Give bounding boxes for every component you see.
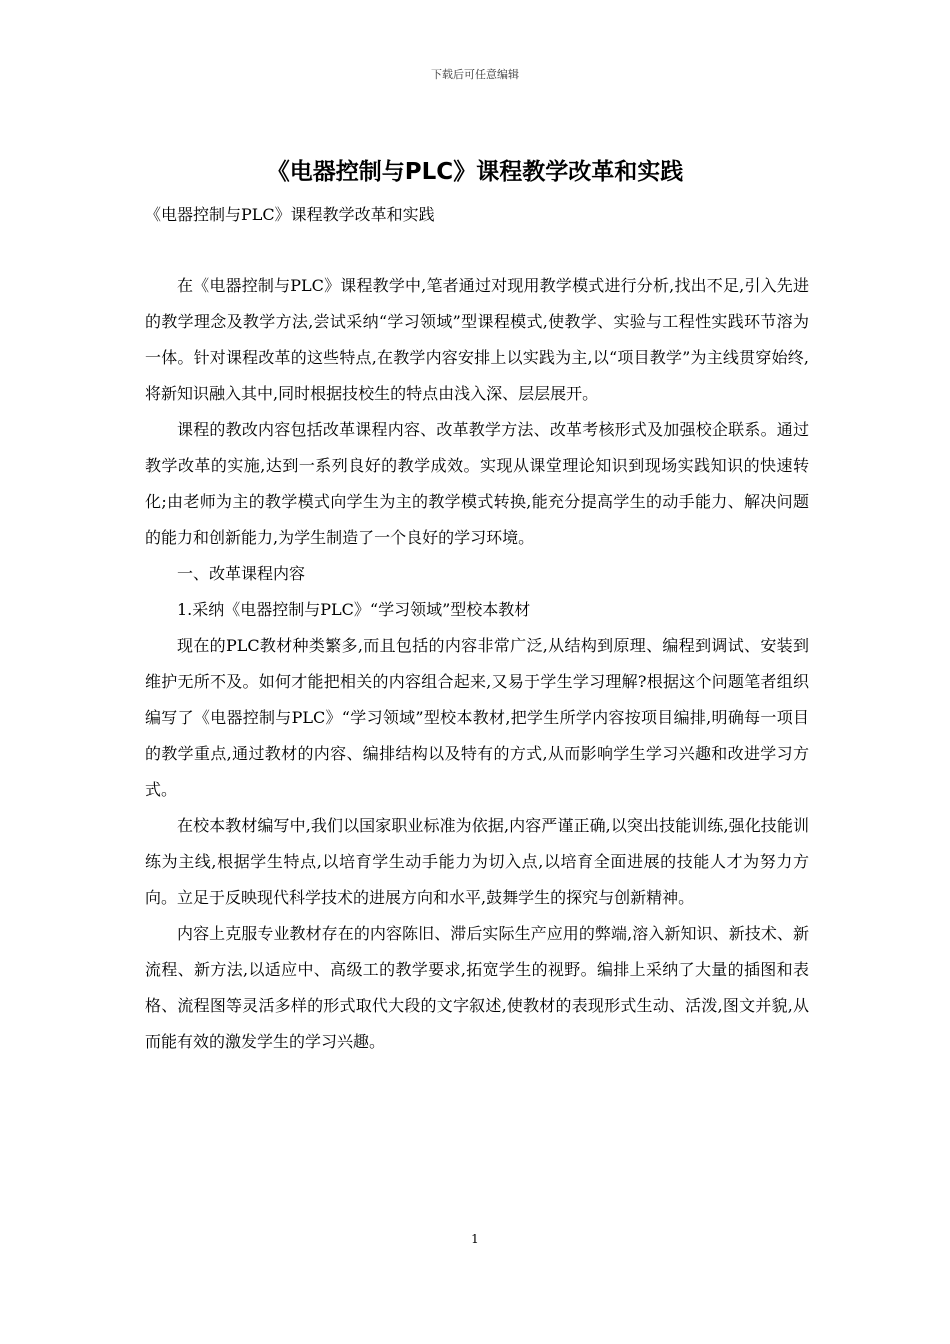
paragraph: 在《电器控制与PLC》课程教学中,笔者通过对现用教学模式进行分析,找出不足,引入先进的教学理念及教学方法,尝试采纳“学习领域”型课程模式,使教学、实验与工程性实践环节溶为一体。针对课程改革的这些特点,在教学内容安排上以实践为主,以“项目教学”为主线贯穿始终,将新知识融入其中,同时根据技校生的特点由浅入深、层层展开。 (145, 276, 809, 403)
paragraph: 现在的PLC教材种类繁多,而且包括的内容非常广泛,从结构到原理、编程到调试、安装到维护无所不及。如何才能把相关的内容组合起来,又易于学生学习理解?根据这个问题笔者组织编写了《电器控制与PLC》“学习领域”型校本教材,把学生所学内容按项目编排,明确每一项目的教学重点,通过教材的内容、编排结构以及特有的方式,从而影响学生学习兴趣和改进学习方式。 (145, 636, 809, 799)
page-header: 下载后可任意编辑 (431, 68, 519, 81)
page-number: 1 (471, 1232, 479, 1246)
paragraph: 内容上克服专业教材存在的内容陈旧、滞后实际生产应用的弊端,溶入新知识、新技术、新流程、新方法,以适应中、高级工的教学要求,拓宽学生的视野。编排上采纳了大量的插图和表格、流程图等灵活多样的形式取代大段的文字叙述,使教材的表现形式生动、活泼,图文并貌,从而能有效的激发学生的学习兴趣。 (145, 924, 809, 1051)
document-title: 《电器控制与PLC》课程教学改革和实践 (266, 159, 684, 185)
document-subtitle: 《电器控制与PLC》课程教学改革和实践 (145, 205, 435, 224)
paragraph: 在校本教材编写中,我们以国家职业标准为依据,内容严谨正确,以突出技能训练,强化技能训练为主线,根据学生特点,以培育学生动手能力为切入点,以培育全面进展的技能人才为努力方向。立足于反映现代科学技术的进展方向和水平,鼓舞学生的探究与创新精神。 (145, 816, 809, 907)
document-body (145, 268, 809, 1060)
paragraph: 课程的教改内容包括改革课程内容、改革教学方法、改革考核形式及加强校企联系。通过教学改革的实施,达到一系列良好的教学成效。实现从课堂理论知识到现场实践知识的快速转化;由老师为主的教学模式向学生为主的教学模式转换,能充分提高学生的动手能力、解决问题的能力和创新能力,为学生制造了一个良好的学习环境。 (145, 420, 809, 547)
subsection-heading: 1.采纳《电器控制与PLC》“学习领域”型校本教材 (177, 600, 531, 619)
section-heading: 一、改革课程内容 (177, 564, 306, 583)
